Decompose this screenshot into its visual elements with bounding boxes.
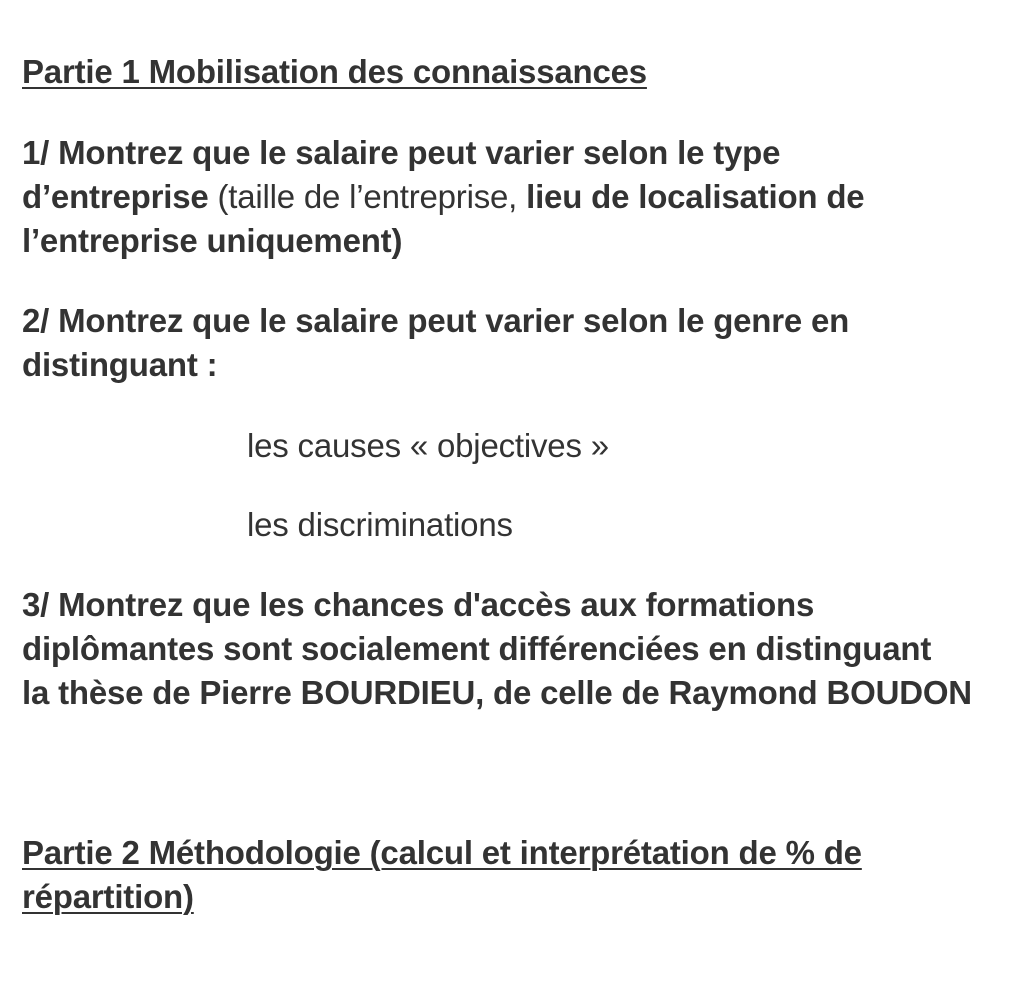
list-item: les causes « objectives » [247,427,609,464]
question-1-normal-text: (taille de l’entreprise, [208,178,527,215]
question-3-line-2: diplômantes sont socialement différenciées en distinguant [22,630,932,667]
question-3-line-3: la thèse de Pierre BOURDIEU, de celle de Raymond BOUDON [22,674,972,711]
partie2-heading-line-2: répartition) [22,878,194,915]
question-1-line-3: l’entreprise uniquement) [22,222,403,259]
partie1-heading: Partie 1 Mobilisation des connaissances [22,53,647,90]
partie2-heading-line-1: Partie 2 Méthodologie (calcul et interprétation de % de [22,834,862,871]
question-2-line-1: 2/ Montrez que le salaire peut varier selon le genre en [22,302,850,339]
question-1-line-2 [22,175,864,219]
question-1-bold-text: d’entreprise [22,178,209,215]
question-3-line-1: 3/ Montrez que les chances d'accès aux formations [22,586,815,623]
question-2-line-2: distinguant : [22,346,218,383]
list-item: les discriminations [247,506,513,543]
question-1-bold-text-2: lieu de localisation de [526,178,865,215]
question-1-line-1: 1/ Montrez que le salaire peut varier selon le type [22,134,781,171]
